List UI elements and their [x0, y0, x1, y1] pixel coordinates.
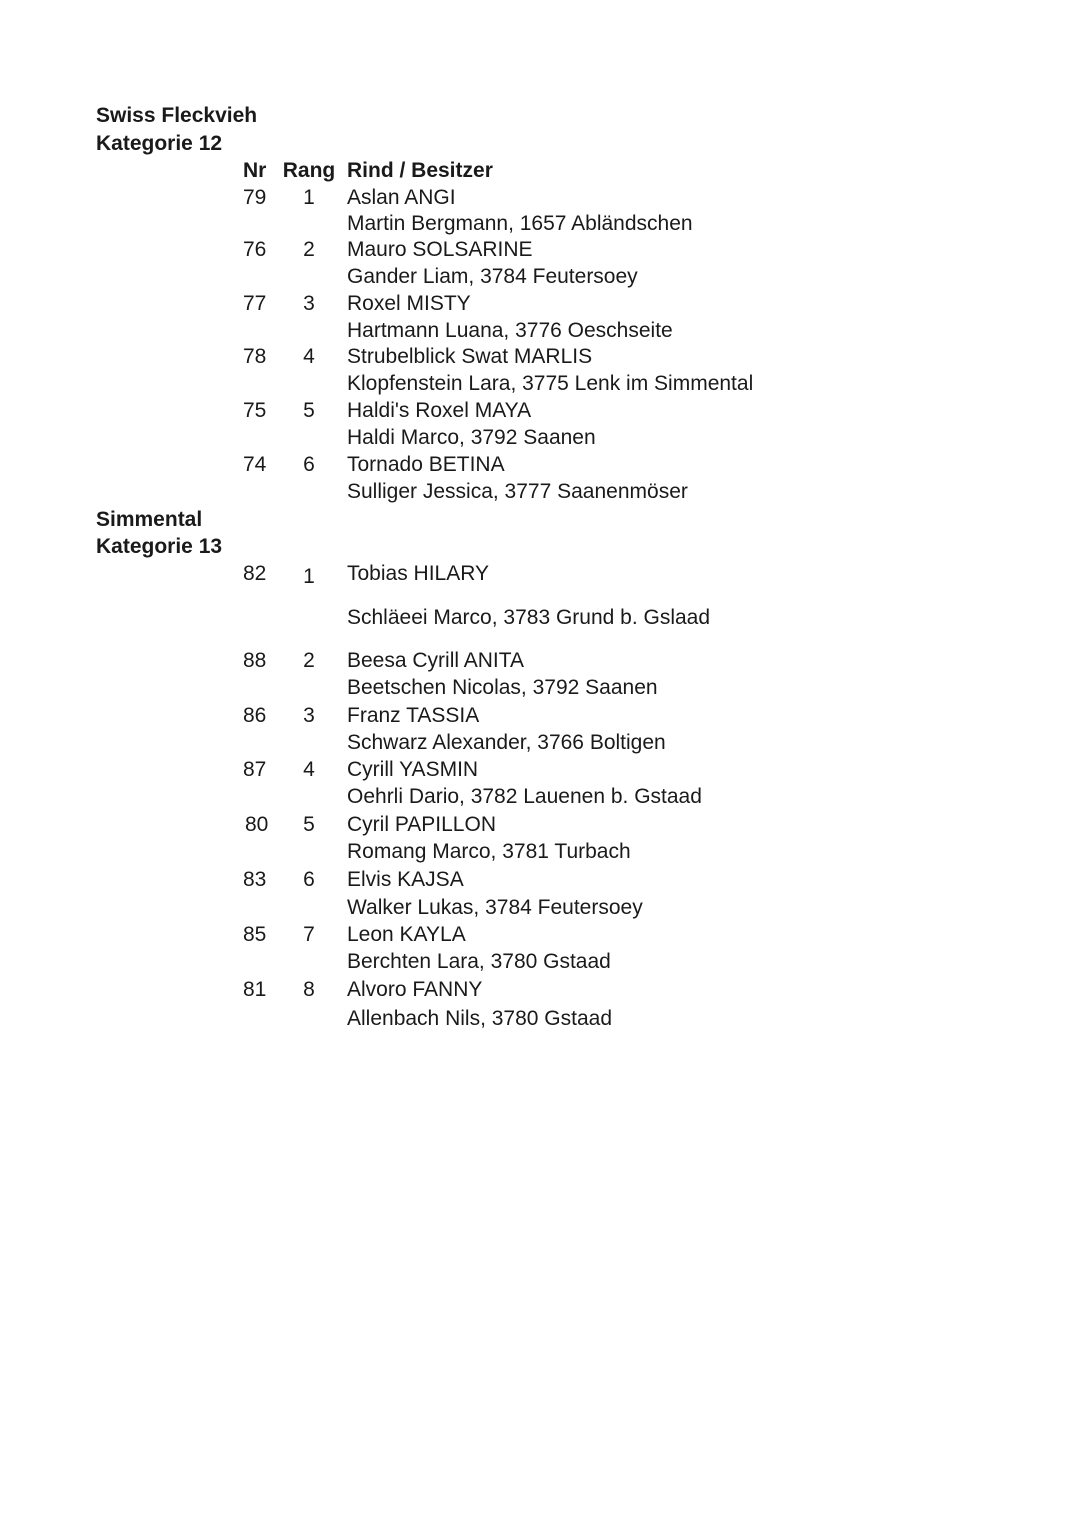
entry-rang: 7 — [303, 923, 315, 946]
entry-rang: 6 — [303, 453, 315, 476]
entry-nr: 82 — [243, 562, 267, 585]
entry-animal: Franz TASSIA — [347, 704, 480, 727]
entry-animal: Alvoro FANNY — [347, 978, 483, 1001]
header-entry: Rind / Besitzer — [347, 159, 493, 182]
table-row — [0, 976, 1080, 1003]
entry-animal: Haldi's Roxel MAYA — [347, 399, 532, 422]
table-row-owner — [0, 783, 1080, 810]
entry-owner: Hartmann Luana, 3776 Oeschseite — [347, 319, 673, 342]
entry-nr: 81 — [243, 978, 267, 1001]
table-row — [0, 811, 1080, 838]
table-row — [0, 184, 1080, 211]
table-row-owner — [0, 838, 1080, 865]
entry-nr: 77 — [243, 292, 267, 315]
entry-animal: Leon KAYLA — [347, 923, 466, 946]
entry-rang: 5 — [303, 399, 315, 422]
entry-nr: 87 — [243, 758, 267, 781]
entry-animal: Cyrill YASMIN — [347, 758, 479, 781]
table-row — [0, 702, 1080, 729]
table-row-owner — [0, 370, 1080, 397]
table-row — [0, 560, 1080, 587]
entry-owner: Romang Marco, 3781 Turbach — [347, 840, 631, 863]
header-rang: Rang — [282, 159, 336, 182]
entry-rang: 3 — [303, 704, 315, 727]
entry-animal: Elvis KAJSA — [347, 868, 464, 891]
entry-nr: 76 — [243, 238, 267, 261]
table-row — [0, 756, 1080, 783]
entry-nr: 78 — [243, 345, 267, 368]
table-row-owner — [0, 1005, 1080, 1032]
table-row-owner — [0, 894, 1080, 921]
entry-nr: 80 — [245, 813, 269, 836]
entry-owner: Berchten Lara, 3780 Gstaad — [347, 950, 611, 973]
table-row-owner — [0, 263, 1080, 290]
entry-rang: 3 — [303, 292, 315, 315]
table-row — [0, 290, 1080, 317]
entry-owner: Oehrli Dario, 3782 Lauenen b. Gstaad — [347, 785, 702, 808]
entry-owner: Schläeei Marco, 3783 Grund b. Gslaad — [347, 606, 711, 629]
entry-animal: Strubelblick Swat MARLIS — [347, 345, 593, 368]
entry-owner: Walker Lukas, 3784 Feutersoey — [347, 896, 643, 919]
entry-rang: 4 — [303, 345, 315, 368]
table-row — [0, 921, 1080, 948]
entry-owner: Gander Liam, 3784 Feutersoey — [347, 265, 638, 288]
table-header — [0, 157, 1080, 184]
table-row-owner — [0, 948, 1080, 975]
header-nr: Nr — [243, 159, 267, 182]
entry-rang: 8 — [303, 978, 315, 1001]
table-row-owner — [0, 729, 1080, 756]
entry-nr: 79 — [243, 186, 267, 209]
entry-owner: Haldi Marco, 3792 Saanen — [347, 426, 596, 449]
entry-owner: Allenbach Nils, 3780 Gstaad — [347, 1007, 612, 1030]
entry-rang: 1 — [303, 565, 315, 588]
entry-owner: Beetschen Nicolas, 3792 Saanen — [347, 676, 658, 699]
entry-rang: 2 — [303, 649, 315, 672]
entry-owner: Martin Bergmann, 1657 Abländschen — [347, 212, 693, 235]
entry-owner: Klopfenstein Lara, 3775 Lenk im Simmental — [347, 372, 754, 395]
entry-nr: 86 — [243, 704, 267, 727]
entry-animal: Tornado BETINA — [347, 453, 505, 476]
entry-animal: Cyril PAPILLON — [347, 813, 496, 836]
table-row-owner — [0, 424, 1080, 451]
table-row — [0, 451, 1080, 478]
entry-animal: Tobias HILARY — [347, 562, 490, 585]
breed-title: Simmental — [96, 508, 203, 531]
entry-nr: 74 — [243, 453, 267, 476]
entry-nr: 83 — [243, 868, 267, 891]
entry-rang: 2 — [303, 238, 315, 261]
table-row-owner — [0, 478, 1080, 505]
table-row-owner — [0, 210, 1080, 237]
entry-animal: Aslan ANGI — [347, 186, 456, 209]
category-title: Kategorie 13 — [96, 535, 223, 558]
entry-nr: 75 — [243, 399, 267, 422]
table-row — [0, 236, 1080, 263]
category-title: Kategorie 12 — [96, 132, 223, 155]
entry-nr: 88 — [243, 649, 267, 672]
entry-rang: 1 — [303, 186, 315, 209]
table-row-owner — [0, 674, 1080, 701]
entry-animal: Mauro SOLSARINE — [347, 238, 533, 261]
table-row — [0, 647, 1080, 674]
entry-rang: 5 — [303, 813, 315, 836]
table-row-owner — [0, 604, 1080, 631]
entry-nr: 85 — [243, 923, 267, 946]
table-row — [0, 343, 1080, 370]
entry-rang: 4 — [303, 758, 315, 781]
entry-animal: Beesa Cyrill ANITA — [347, 649, 524, 672]
entry-owner: Sulliger Jessica, 3777 Saanenmöser — [347, 480, 688, 503]
table-row — [0, 866, 1080, 893]
table-row-owner — [0, 317, 1080, 344]
entry-animal: Roxel MISTY — [347, 292, 471, 315]
breed-title: Swiss Fleckvieh — [96, 104, 258, 127]
table-row — [0, 397, 1080, 424]
entry-rang: 6 — [303, 868, 315, 891]
entry-owner: Schwarz Alexander, 3766 Boltigen — [347, 731, 666, 754]
